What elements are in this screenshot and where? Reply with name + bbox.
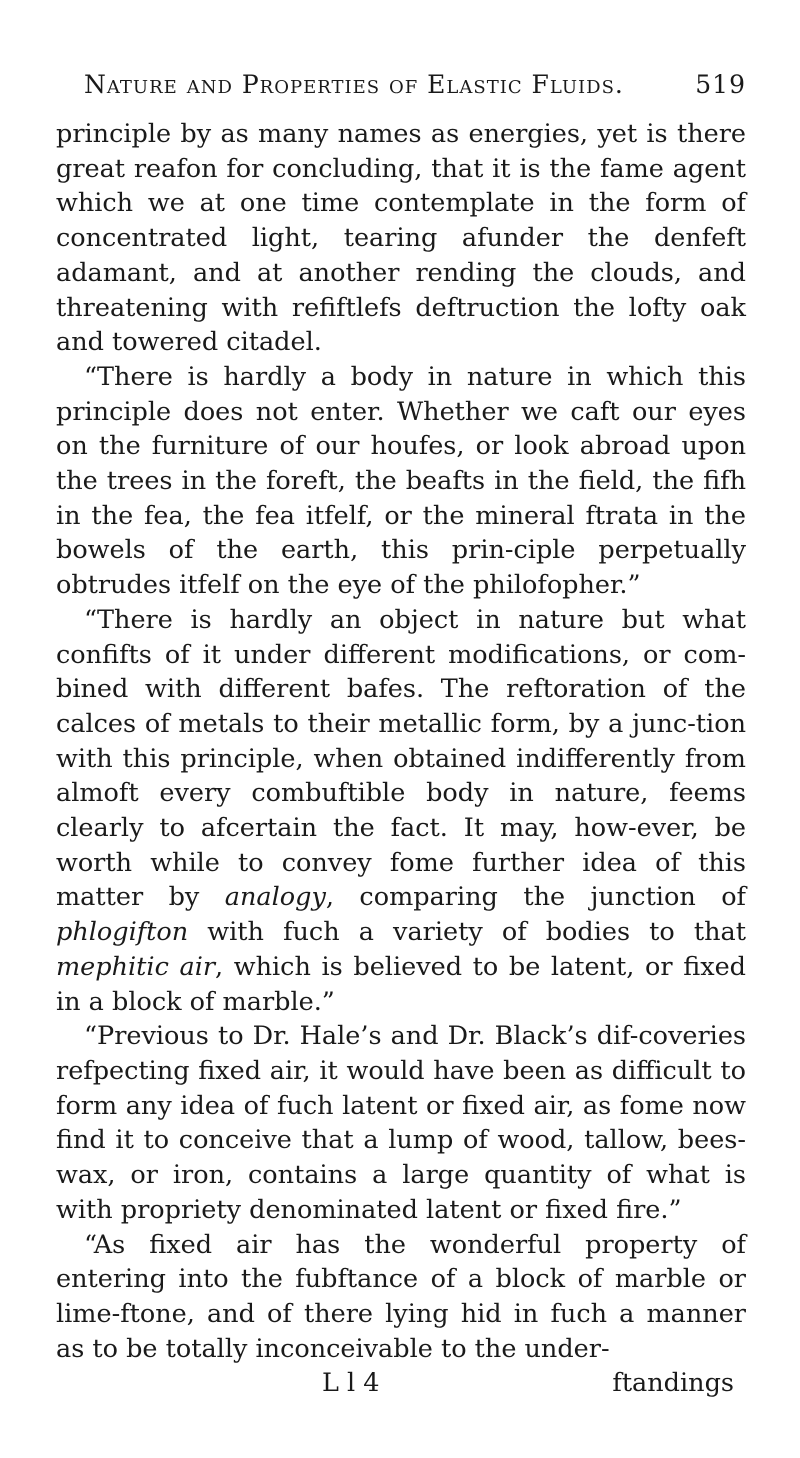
text-run: , which is believed to be latent, or fixed in a block of marble.”: [56, 951, 746, 1017]
text-run: , comparing the junction of: [325, 882, 746, 913]
running-head: [56, 70, 746, 99]
catchword: ftandings: [612, 1368, 734, 1399]
paragraph: [56, 117, 746, 360]
italic-term: mephitic air: [56, 951, 216, 982]
running-head-title: Nature and Properties of Elastic Fluids.: [84, 70, 624, 99]
paragraph: [56, 360, 746, 603]
paragraph: [56, 1228, 746, 1367]
page-number: 519: [695, 70, 746, 99]
text-run: with fuch a variety of bodies to that: [188, 917, 746, 948]
paragraph: [56, 1019, 746, 1227]
text-run: “There is hardly an object in nature but what confifts of it under different modifications, or com-bined with different bafes. The reftoration of the calces of metals to their metallic form, by a junc-tion with this principle, when obtained indifferently from almoft every combuftible body in nature, feems clearly to afcertain the fact. It may, how-ever, be worth while to convey fome further idea of this matter by: [56, 604, 746, 913]
text-run: “As fixed air has the wonderful property of entering into the fubftance of a block of marble or lime-ftone, and of there lying hid in fuch a manner as to be totally inconceivable to the under-: [56, 1229, 746, 1364]
paragraph: [56, 603, 746, 1019]
body-text: [56, 117, 746, 1366]
page-footer: [56, 1366, 746, 1400]
text-run: “There is hardly a body in nature in which this principle does not enter. Whether we caft our eyes on the furniture of our houfes, or look abroad upon the trees in the foreft, the beafts in the field, the fifh in the fea, the fea itfelf, or the mineral ftrata in the bowels of the earth, this prin-ciple perpetually obtrudes itfelf on the eye of the philofopher.”: [56, 361, 746, 601]
text-run: principle by as many names as energies, yet is there great reafon for concluding, that it is the fame agent which we at one time contemplate in the form of concentrated light, tearing afunder the denfeft adamant, and at another rending the clouds, and threatening with refiftlefs deftruction the lofty oak and towered citadel.: [56, 119, 746, 358]
book-page: [56, 70, 746, 1400]
italic-term: analogy: [224, 882, 326, 913]
signature-mark: L l 4: [322, 1368, 380, 1399]
italic-term: phlogifton: [56, 917, 189, 948]
text-run: “Previous to Dr. Hale’s and Dr. Black’s dif-coveries refpecting fixed air, it would have been as difficult to form any idea of fuch latent or fixed air, as fome now find it to conceive that a lump of wood, tallow, bees-wax, or iron, contains a large quantity of what is with propriety denominated latent or fixed fire.”: [56, 1021, 746, 1225]
